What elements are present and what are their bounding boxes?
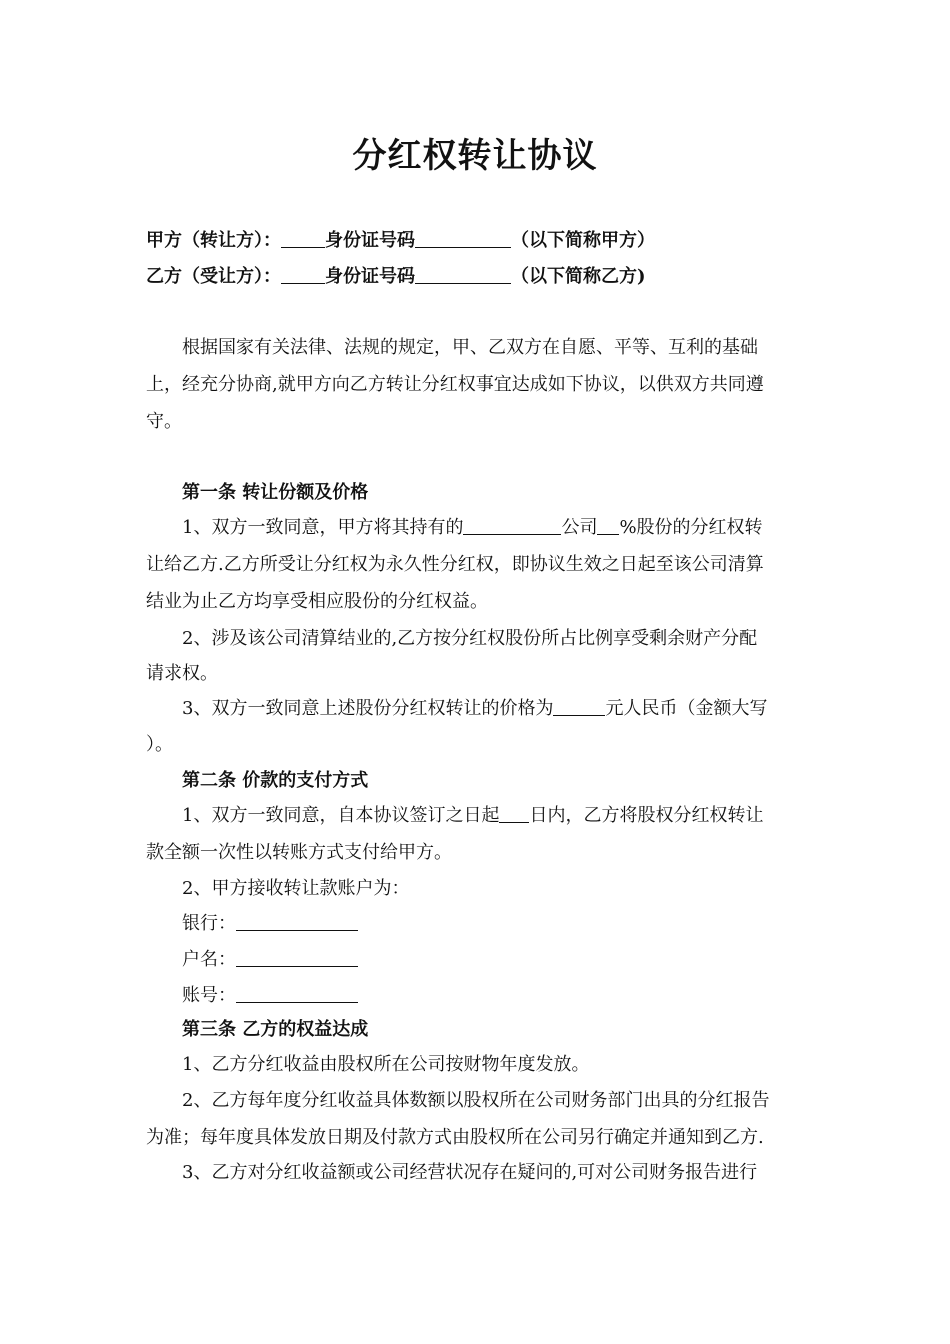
article-1-p1-line-1 xyxy=(182,516,846,540)
article-1-p1-text-c: %股份的分红权转 xyxy=(619,517,763,538)
article-3-p1: 1、乙方分红收益由股权所在公司按财物年度发放。 xyxy=(182,1054,590,1075)
article-3-p2-line-2: 为准；每年度具体发放日期及付款方式由股权所在公司另行确定并通知到乙方. xyxy=(146,1127,764,1148)
article-3-p2-line-1: 2、乙方每年度分红收益具体数额以股权所在公司财务部门出具的分红报告 xyxy=(182,1090,770,1111)
article-2-p2: 2、甲方接收转让款账户为： xyxy=(182,878,410,899)
intro-line-1: 根据国家有关法律、法规的规定，甲、乙双方在自愿、平等、互利的基础 xyxy=(182,337,758,358)
party-b-id-blank xyxy=(415,265,511,284)
party-a-name-blank xyxy=(281,229,325,248)
article-2-p1-text-b: 日内，乙方将股权分红权转让 xyxy=(529,805,764,826)
intro-line-2: 上，经充分协商,就甲方向乙方转让分红权事宜达成如下协议，以供双方共同遵 xyxy=(146,374,764,395)
account-number-blank xyxy=(236,984,358,1003)
article-1-p1-text-b: 公司 xyxy=(561,517,598,538)
party-b-suffix: （以下简称乙方) xyxy=(511,266,646,287)
party-a-label: 甲方（转让方）： xyxy=(146,230,281,251)
account-name-blank xyxy=(236,948,358,967)
days-blank xyxy=(499,804,529,823)
account-name-label: 户名： xyxy=(182,949,236,970)
article-1-p3-text-b: 元人民币（金额大写 xyxy=(605,698,768,719)
article-1-p2-line-1: 2、涉及该公司清算结业的,乙方按分红权股份所占比例享受剩余财产分配 xyxy=(182,628,758,649)
account-number-line xyxy=(182,984,846,1008)
party-a-id-label: 身份证号码 xyxy=(325,230,415,251)
article-3-heading: 第三条 乙方的权益达成 xyxy=(182,1019,369,1040)
party-b-label: 乙方（受让方）： xyxy=(146,266,281,287)
article-1-p1-line-2: 让给乙方.乙方所受让分红权为永久性分红权，即协议生效之日起至该公司清算 xyxy=(146,554,764,575)
price-blank xyxy=(553,697,605,716)
party-a-id-blank xyxy=(415,229,511,248)
party-b-name-blank xyxy=(281,265,325,284)
bank-label: 银行： xyxy=(182,913,236,934)
intro-line-3: 守。 xyxy=(146,411,182,432)
article-2-p1-line-2: 款全额一次性以转账方式支付给甲方。 xyxy=(146,842,452,863)
article-1-p2-line-2: 请求权。 xyxy=(146,663,218,684)
account-name-line xyxy=(182,948,846,972)
article-1-p1-text-a: 1、双方一致同意，甲方将其持有的 xyxy=(182,517,464,538)
article-1-heading: 第一条 转让份额及价格 xyxy=(182,482,369,503)
article-2-heading: 第二条 价款的支付方式 xyxy=(182,770,369,791)
article-1-p3-text-a: 3、双方一致同意上述股份分红权转让的价格为 xyxy=(182,698,554,719)
party-b-id-label: 身份证号码 xyxy=(325,266,415,287)
article-1-p3-line-1 xyxy=(182,697,846,721)
bank-line xyxy=(182,912,846,936)
article-1-p3-line-2: ）。 xyxy=(146,734,173,755)
bank-blank xyxy=(236,912,358,931)
document-title: 分红权转让协议 xyxy=(352,136,598,176)
article-1-p1-line-3: 结业为止乙方均享受相应股份的分红权益。 xyxy=(146,591,488,612)
percent-blank xyxy=(597,516,619,535)
article-2-p1-text-a: 1、双方一致同意，自本协议签订之日起 xyxy=(182,805,500,826)
article-3-p3-line-1: 3、乙方对分红收益额或公司经营状况存在疑问的,可对公司财务报告进行 xyxy=(182,1162,758,1183)
party-a-suffix: （以下简称甲方） xyxy=(511,230,655,251)
account-number-label: 账号： xyxy=(182,985,236,1006)
party-a-line xyxy=(146,229,810,253)
company-blank xyxy=(463,516,561,535)
article-2-p1-line-1 xyxy=(182,804,846,828)
party-b-line xyxy=(146,265,810,289)
